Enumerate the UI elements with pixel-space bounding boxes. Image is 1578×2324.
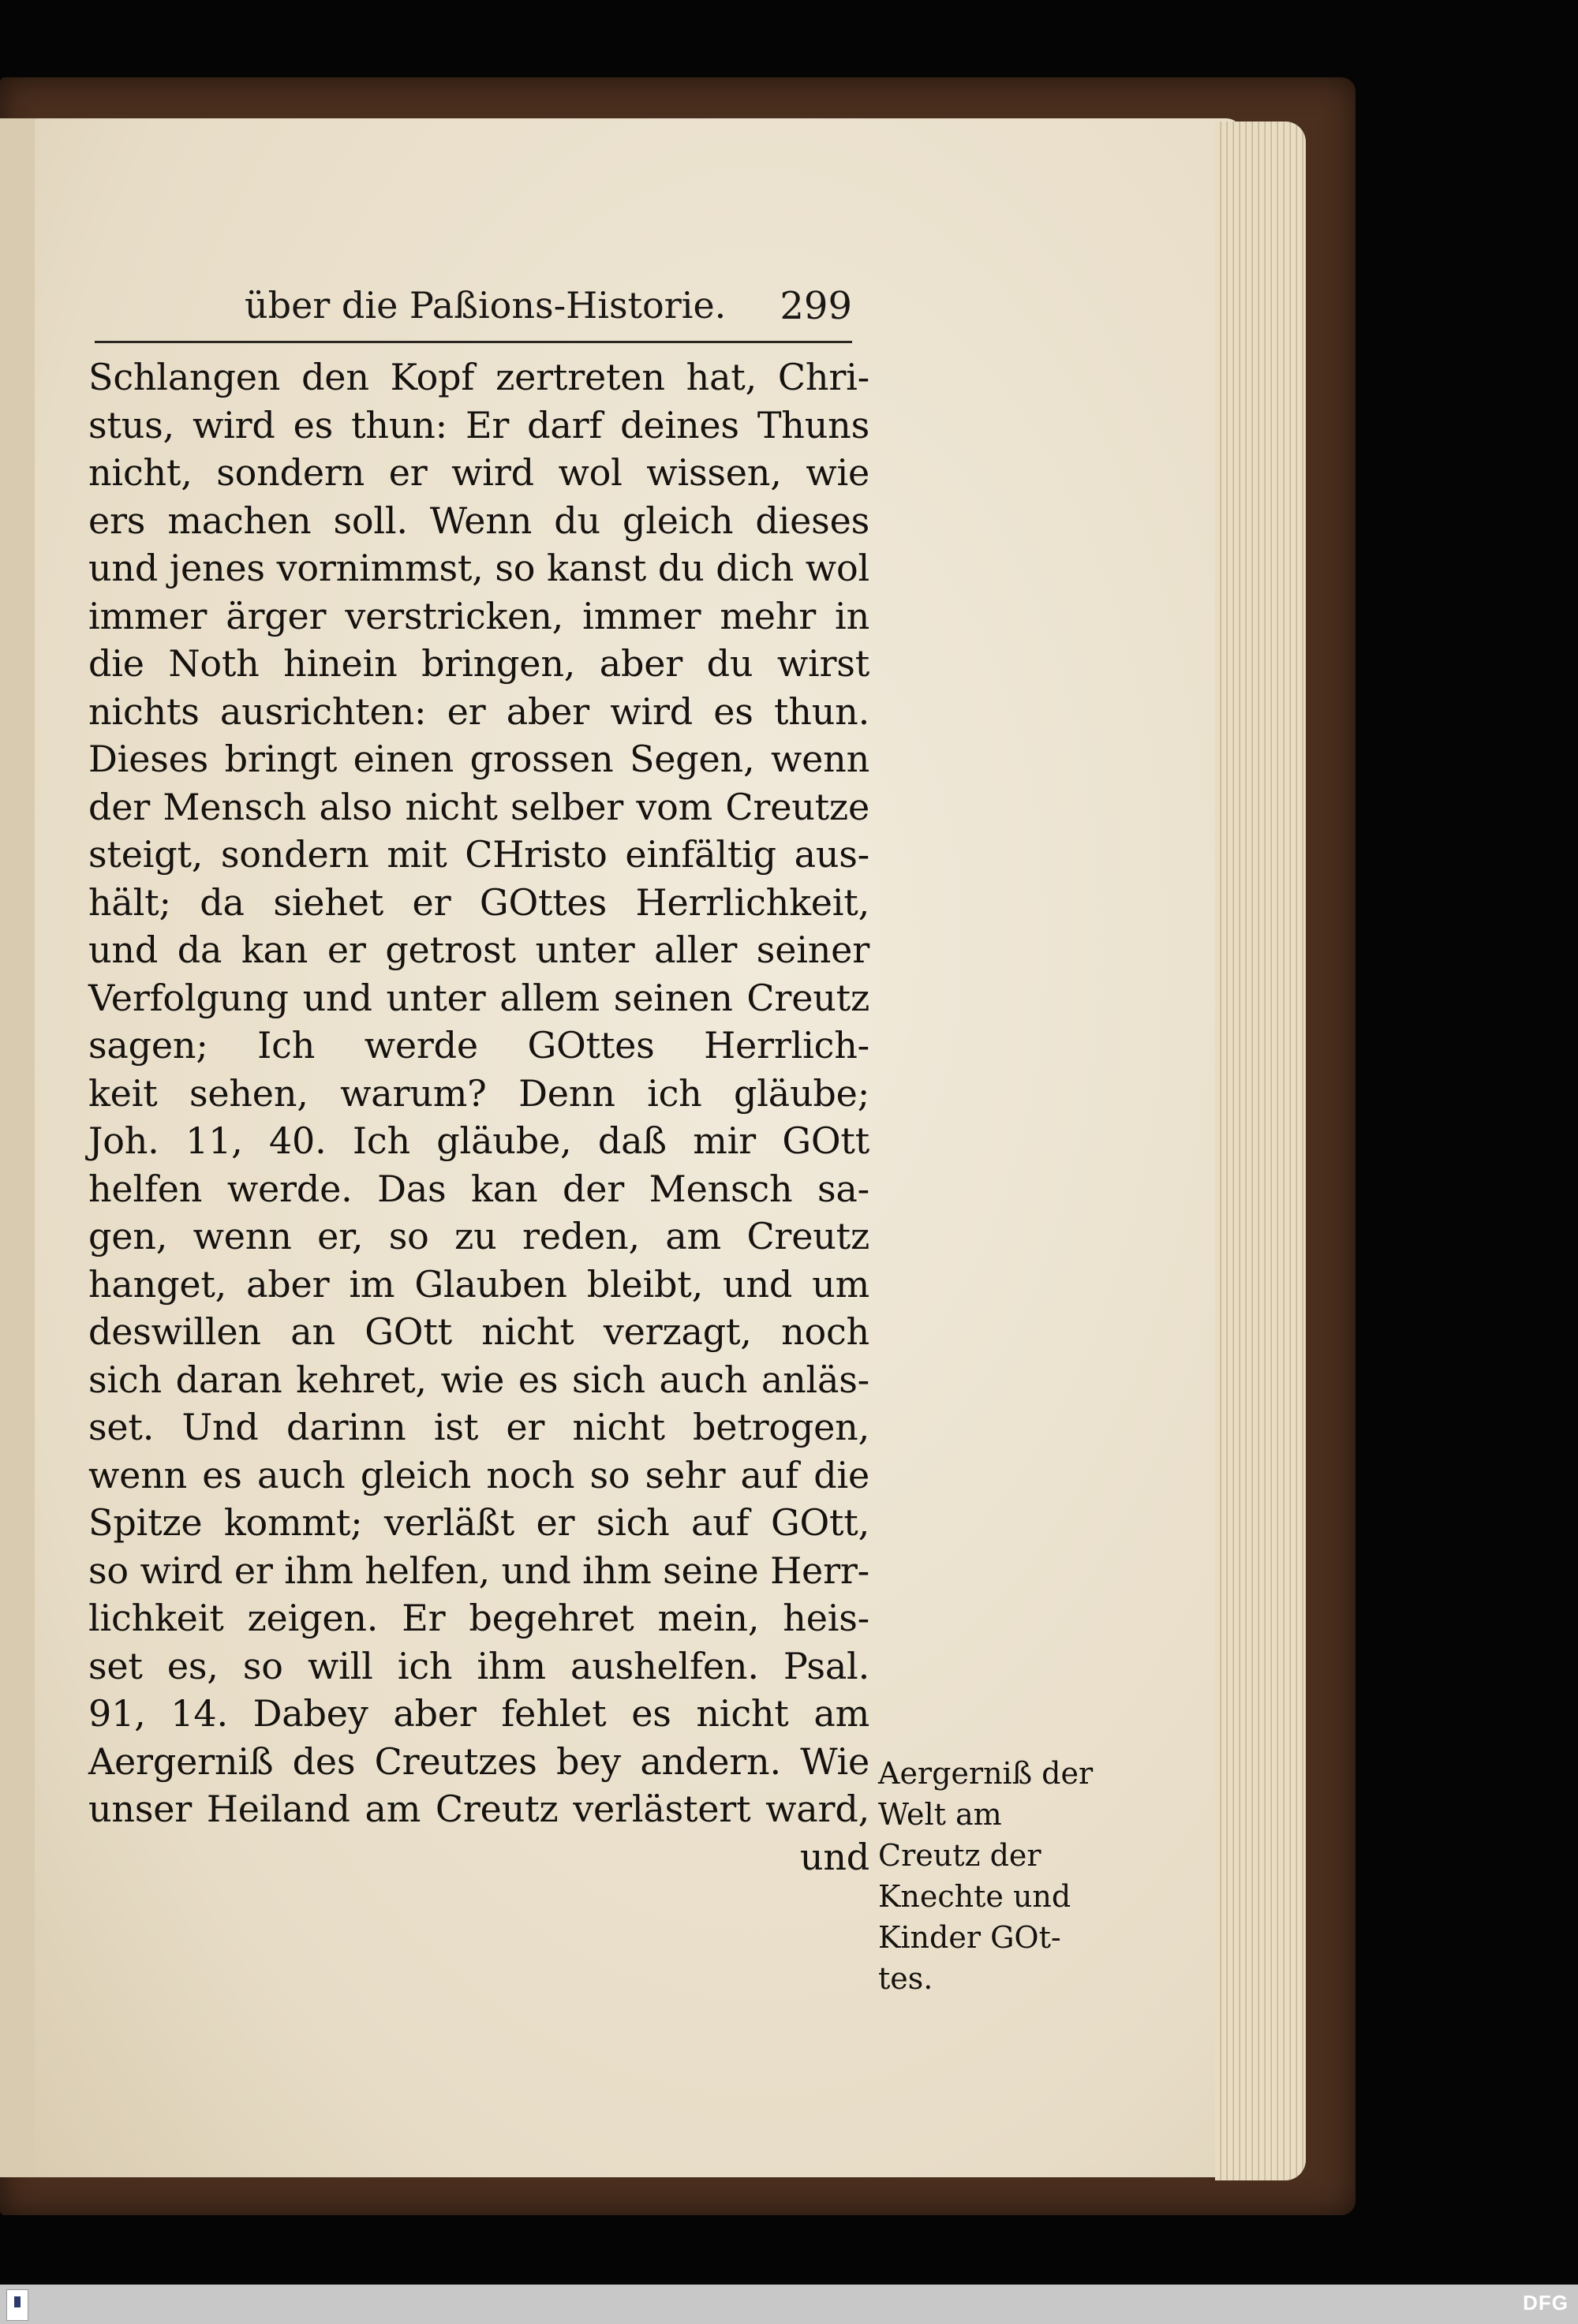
text-line: unser Heiland am Creutz verlästert ward, (88, 1788, 869, 1830)
text-line: hanget, aber im Glauben bleibt, und um (88, 1262, 869, 1306)
margin-note (878, 1753, 1099, 1999)
library-logo-icon (6, 2289, 28, 2321)
margin-note-line: Aergerniß der (878, 1756, 1094, 1791)
text-line: 91, 14. Dabey aber fehlet es nicht am (88, 1692, 869, 1735)
margin-note-line: Welt am (878, 1797, 1002, 1832)
text-line: so wird er ihm helfen, und ihm seine Herr- (88, 1549, 869, 1592)
viewer-footer-bar (0, 2285, 1578, 2324)
text-line: Schlangen den Kopf zertreten hat, Chri- (88, 356, 869, 398)
text-line: Aergerniß des Creutzes bey andern. Wie (88, 1739, 869, 1783)
text-line: Joh. 11, 40. Ich gläube, daß mir GOtt (88, 1119, 869, 1162)
text-line: wenn es auch gleich noch so sehr auf die (88, 1453, 869, 1496)
text-line: der Mensch also nicht selber vom Creutze (88, 785, 869, 828)
text-line: Dieses bringt einen grossen Segen, wenn (88, 738, 869, 780)
text-line: nicht, sondern er wird wol wissen, wie (88, 451, 869, 494)
text-line: die Noth hinein bringen, aber du wirst (88, 642, 869, 685)
page-number: 299 (780, 284, 852, 328)
text-line: Verfolgung und unter allem seinen Creutz (88, 976, 869, 1019)
header-rule (95, 341, 852, 343)
text-line: sich daran kehret, wie es sich auch anläs- (88, 1358, 869, 1401)
text-line: und jenes vornimmst, so kanst du dich wol (88, 547, 869, 589)
text-line: deswillen an GOtt nicht verzagt, noch (88, 1310, 869, 1353)
text-line: set. Und darinn ist er nicht betrogen, (88, 1406, 869, 1448)
text-line: stus, wird es thun: Er darf deines Thuns (88, 403, 869, 446)
text-line: lichkeit zeigen. Er begehret mein, heis- (88, 1597, 869, 1639)
running-head-title: über die Paßions-Historie. (245, 284, 727, 327)
text-line: keit sehen, warum? Denn ich gläube; (88, 1071, 869, 1115)
text-line: set es, so will ich ihm aushelfen. Psal. (88, 1644, 869, 1687)
margin-note-line: Kinder GOt- (878, 1920, 1061, 1955)
text-line: gen, wenn er, so zu reden, am Creutz (88, 1215, 869, 1257)
running-header (95, 284, 852, 339)
text-line: nichts ausrichten: er aber wird es thun. (88, 689, 869, 733)
text-line: Spitze kommt; verläßt er sich auf GOtt, (88, 1501, 869, 1544)
body-text (88, 353, 869, 1881)
margin-note-line: tes. (878, 1961, 933, 1996)
text-line: ers machen soll. Wenn du gleich dieses (88, 499, 869, 542)
text-line: helfen werde. Das kan der Mensch sa- (88, 1167, 869, 1210)
page-stack-edge (1215, 121, 1306, 2180)
catchword: und (799, 1835, 869, 1878)
margin-note-line: Knechte und (878, 1879, 1071, 1914)
text-line: hält; da siehet er GOttes Herrlichkeit, (88, 880, 869, 924)
dfg-logo-icon: DFG (1523, 2291, 1569, 2315)
text-line: sagen; Ich werde GOttes Herrlich- (88, 1024, 869, 1067)
margin-note-line: Creutz der (878, 1838, 1041, 1873)
text-line: immer ärger verstricken, immer mehr in (88, 594, 869, 637)
text-line: steigt, sondern mit CHristo einfältig aus- (88, 833, 869, 876)
text-line: und da kan er getrost unter aller seiner (88, 928, 869, 971)
